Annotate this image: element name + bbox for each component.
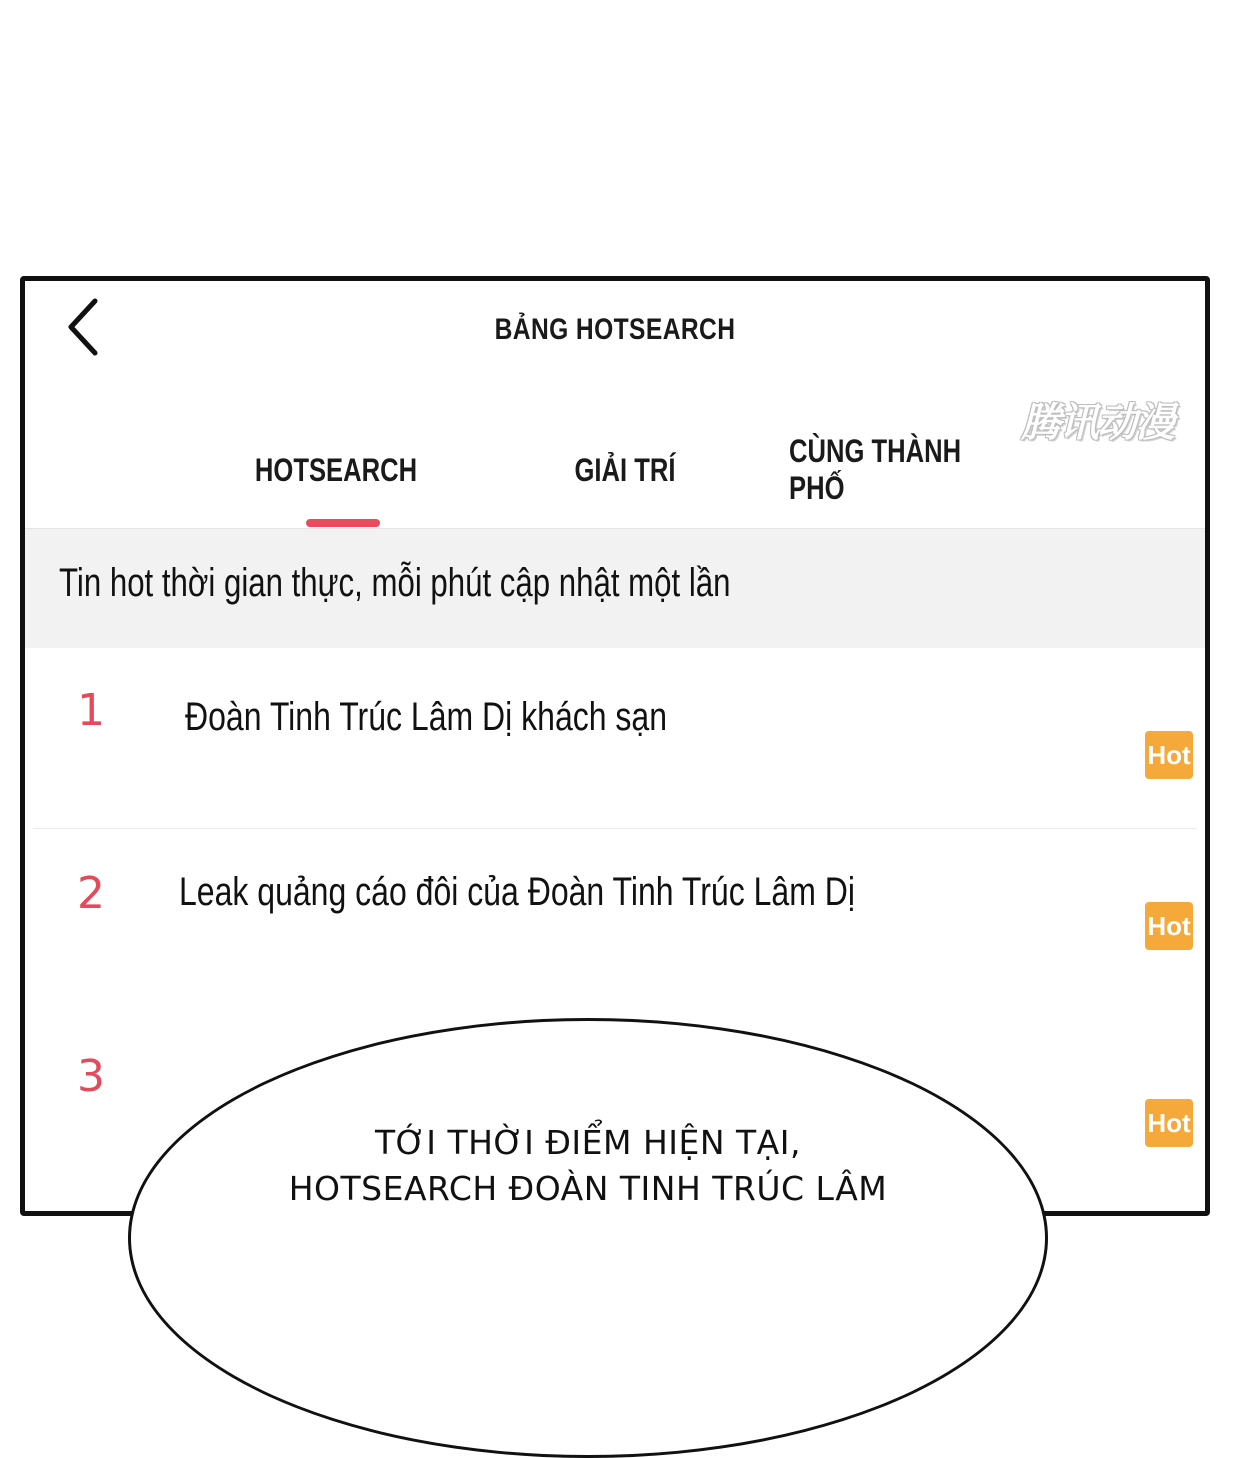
rank-number: 1	[77, 685, 105, 736]
page-title: BẢNG HOTSEARCH	[494, 313, 736, 346]
hot-badge: Hot	[1145, 902, 1193, 950]
active-tab-indicator	[306, 519, 380, 527]
rank-number: 3	[77, 1051, 105, 1102]
list-item[interactable]	[25, 830, 1205, 1012]
hot-badge: Hot	[1145, 731, 1193, 779]
tab-bar	[25, 431, 1205, 527]
tab-hotsearch[interactable]: HOTSEARCH	[254, 451, 418, 488]
watermark-logo: 腾讯动漫	[1021, 400, 1173, 446]
list-item-title: Leak quảng cáo đôi của Đoàn Tinh Trúc Lâm Dị	[179, 870, 855, 914]
list-item[interactable]	[25, 647, 1205, 829]
tab-entertainment[interactable]: GIẢI TRÍ	[574, 451, 676, 488]
speech-bubble-text	[128, 1120, 1048, 1212]
hot-badge: Hot	[1145, 1099, 1193, 1147]
back-button[interactable]	[61, 295, 105, 359]
speech-bubble	[128, 1018, 1048, 1458]
notice-banner	[25, 528, 1205, 648]
list-item-title: Đoàn Tinh Trúc Lâm Dị khách sạn	[185, 695, 668, 739]
speech-line-2: HOTSEARCH ĐOÀN TINH TRÚC LÂM	[288, 1169, 888, 1208]
rank-number: 2	[77, 868, 105, 919]
divider	[33, 828, 1197, 829]
speech-line-1: TỚI THỜI ĐIỂM HIỆN TẠI,	[375, 1123, 801, 1162]
tab-same-city[interactable]: CÙNG THÀNH PHỐ	[789, 433, 962, 506]
notice-text: Tin hot thời gian thực, mỗi phút cập nhật một lần	[59, 561, 731, 605]
chevron-left-icon	[63, 297, 103, 357]
